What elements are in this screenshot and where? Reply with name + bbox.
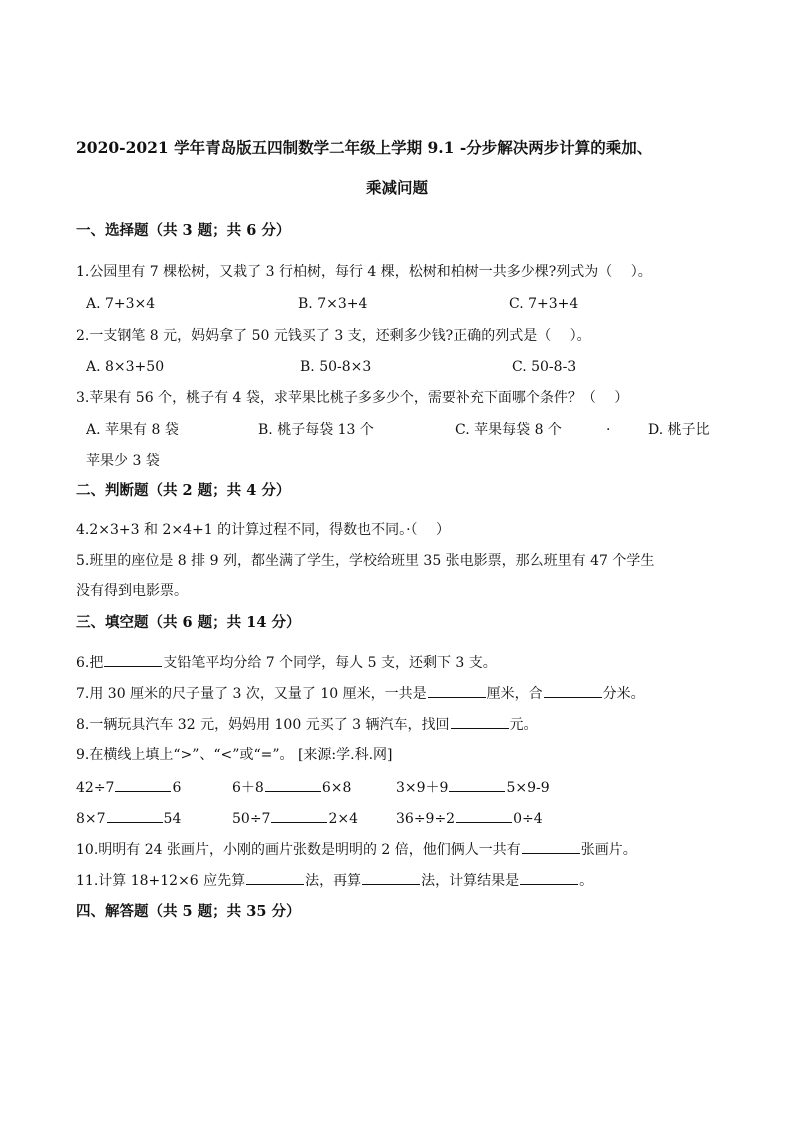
answer-blank[interactable] <box>362 870 420 885</box>
compare-right: 6 <box>172 780 182 796</box>
question-1-option-b: B. 7×3+4 <box>298 296 368 312</box>
section-heading-choice: 一、选择题（共 3 题；共 6 分） <box>76 222 291 239</box>
compare-left: 6＋8 <box>232 780 264 796</box>
question-6 <box>76 652 497 673</box>
compare-right: 54 <box>163 811 182 827</box>
question-11-mid2: 法，计算结果是 <box>421 873 520 889</box>
section-heading-fill-in: 三、填空题（共 6 题；共 14 分） <box>76 614 301 631</box>
compare-item <box>232 777 351 798</box>
answer-blank[interactable] <box>115 777 171 792</box>
compare-right: 2×4 <box>328 811 358 827</box>
answer-blank[interactable] <box>428 683 486 698</box>
compare-right: 6×8 <box>321 780 352 796</box>
page-title-line2: 乘减问题 <box>366 178 429 197</box>
compare-left: 3×9＋9 <box>396 780 449 796</box>
section-heading-solve: 四、解答题（共 5 题；共 35 分） <box>76 903 301 920</box>
question-2-stem: 2.一支钢笔 8 元，妈妈拿了 50 元钱买了 3 支，还剩多少钱?正确的列式是（ ）。 <box>76 328 591 344</box>
question-8-pre: 8.一辆玩具汽车 32 元，妈妈用 100 元买了 3 辆汽车，找回 <box>76 717 450 733</box>
question-3-option-d: D. 桃子比 <box>648 422 710 438</box>
compare-left: 8×7 <box>76 811 106 827</box>
question-1-option-a: A. 7+3×4 <box>86 296 156 312</box>
answer-blank[interactable] <box>265 777 321 792</box>
question-9-stem: 9.在横线上填上“>”、“<”或“=”。 [来源:学.科.网] <box>76 747 393 763</box>
answer-blank[interactable] <box>451 714 509 729</box>
question-3-option-c: C. 苹果每袋 8 个 <box>455 422 562 438</box>
question-7 <box>76 683 645 704</box>
answer-blank[interactable] <box>456 808 512 823</box>
question-6-post: 支铅笔平均分给 7 个同学，每人 5 支，还剩下 3 支。 <box>163 655 497 671</box>
question-8-post: 元。 <box>509 717 538 733</box>
answer-blank[interactable] <box>522 839 580 854</box>
compare-right: 5×9-9 <box>506 780 550 796</box>
question-11-post: 。 <box>579 873 594 889</box>
question-5-line2: 没有得到电影票。 <box>76 583 188 599</box>
question-5-line1: 5.班里的座位是 8 排 9 列，都坐满了学生，学校给班里 35 张电影票，那么班里有 47 个学生 <box>76 553 655 569</box>
question-10-post: 张画片。 <box>580 842 637 858</box>
compare-left: 36÷9÷2 <box>396 811 456 827</box>
question-11-mid1: 法，再算 <box>305 873 362 889</box>
compare-item <box>396 808 543 829</box>
question-7-post: 分米。 <box>602 686 645 702</box>
section-heading-judgement: 二、判断题（共 2 题；共 4 分） <box>76 482 291 499</box>
question-3-stray-dot: · <box>606 422 611 438</box>
question-3-option-b: B. 桃子每袋 13 个 <box>258 422 374 438</box>
question-2-option-a: A. 8×3+50 <box>86 359 165 375</box>
answer-blank[interactable] <box>246 870 304 885</box>
question-10-pre: 10.明明有 24 张画片，小刚的画片张数是明明的 2 倍，他们俩人一共有 <box>76 842 521 858</box>
question-3-stem: 3.苹果有 56 个，桃子有 4 袋，求苹果比桃子多多少个，需要补充下面哪个条件？（ ） <box>76 390 629 406</box>
question-6-pre: 6.把 <box>76 655 104 671</box>
question-4-stem: 4.2×3+3 和 2×4+1 的计算过程不同，得数也不同。·（ ） <box>76 522 450 538</box>
question-3-option-a: A. 苹果有 8 袋 <box>86 422 179 438</box>
answer-blank[interactable] <box>104 652 162 667</box>
question-2-option-b: B. 50-8×3 <box>300 359 372 375</box>
compare-item <box>76 777 181 798</box>
compare-left: 50÷7 <box>232 811 271 827</box>
question-11-pre: 11.计算 18+12×6 应先算 <box>76 873 246 889</box>
question-8 <box>76 714 538 735</box>
question-1-stem: 1.公园里有 7 棵松树，又栽了 3 行柏树，每行 4 棵，松树和柏树一共多少棵?列式为（ ）。 <box>76 264 652 280</box>
answer-blank[interactable] <box>520 870 578 885</box>
question-1-option-c: C. 7+3+4 <box>509 296 579 312</box>
answer-blank[interactable] <box>271 808 327 823</box>
question-7-mid: 厘米，合 <box>486 686 543 702</box>
question-7-pre: 7.用 30 厘米的尺子量了 3 次，又量了 10 厘米，一共是 <box>76 686 427 702</box>
answer-blank[interactable] <box>449 777 505 792</box>
question-3-option-d-continued: 苹果少 3 袋 <box>86 453 160 469</box>
page-title-line1: 2020-2021 学年青岛版五四制数学二年级上学期 9.1 -分步解决两步计算的乘加、 <box>76 138 653 157</box>
compare-right: 0÷4 <box>513 811 543 827</box>
compare-item <box>232 808 358 829</box>
compare-left: 42÷7 <box>76 780 115 796</box>
question-10 <box>76 839 637 860</box>
compare-item <box>396 777 550 798</box>
answer-blank[interactable] <box>107 808 163 823</box>
question-11 <box>76 870 593 891</box>
answer-blank[interactable] <box>544 683 602 698</box>
compare-item <box>76 808 181 829</box>
question-2-option-c: C. 50-8-3 <box>512 359 577 375</box>
